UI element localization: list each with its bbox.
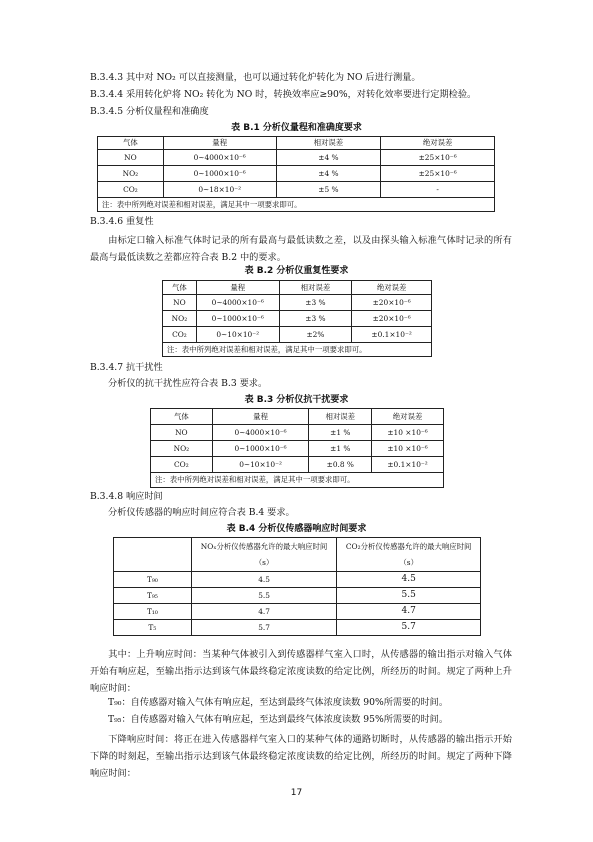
rise-time-text: 其中：上升响应时间：当某种气体被引入到传感器样气室入口时，从传感器的输出指示对输入气体开始有响应起，至输出指示达到该气体最终稳定浓度读数的给定比例，所经历的时间。规定了两种上升响应时间： [90, 649, 512, 694]
table-b1 [97, 136, 495, 212]
t95-definition: T₉₅：自传感器对输入气体有响应起，至达到最终气体浓度读数 95%所需要的时间。 [108, 714, 449, 725]
fall-time-paragraph [90, 731, 512, 782]
table-cell: ±5 % [276, 182, 381, 198]
table-cell: 5.7 [337, 620, 481, 636]
table-cell: NO [163, 295, 197, 311]
table-cell: 4.7 [337, 604, 481, 620]
table-cell: ±25×10⁻⁶ [381, 166, 495, 182]
table-row [114, 588, 481, 604]
table-cell: 4.7 [191, 604, 337, 620]
table-b2-header: 绝对误差 [352, 281, 432, 295]
table-cell: CO₂ [98, 182, 164, 198]
table-cell: 0~10×10⁻² [212, 457, 309, 473]
table-b3-header: 绝对误差 [372, 409, 444, 425]
table-row [114, 620, 481, 636]
table-cell: ±4 % [276, 166, 381, 182]
table-cell: 0~4000×10⁻⁶ [212, 425, 309, 441]
clause-b348-text: 分析仪传感器的响应时间应符合表 B.4 要求。 [108, 507, 295, 518]
table-b2-header: 相对误差 [279, 281, 352, 295]
table-cell: NO [98, 150, 164, 166]
clause-b344: B.3.4.4 采用转化炉将 NO₂ 转化为 NO 时，转换效率应≥90%，对转化效率要进行定期检验。 [90, 89, 477, 100]
table-cell: 4.5 [337, 572, 481, 588]
table-row [163, 327, 432, 343]
table-b1-header: 量程 [163, 137, 276, 150]
table-cell: ±1 % [309, 425, 372, 441]
table-cell: 0~1000×10⁻⁶ [196, 311, 279, 327]
table-cell: 4.5 [191, 572, 337, 588]
table-b1-header: 绝对误差 [381, 137, 495, 150]
table-cell: CO₂ [163, 327, 197, 343]
response-time-paragraph [90, 646, 512, 697]
table-cell: NO₂ [98, 166, 164, 182]
table-cell: 0~18×10⁻² [163, 182, 276, 198]
table-b4-header [114, 538, 192, 572]
table-cell: T₉₀ [114, 572, 192, 588]
table-cell: ±0.1×10⁻² [372, 457, 444, 473]
table-b3-note: 注：表中所列绝对误差和相对误差，满足其中一项要求即可。 [151, 473, 444, 488]
clause-b346-text [90, 232, 512, 266]
table-b1-note: 注：表中所列绝对误差和相对误差，满足其中一项要求即可。 [98, 198, 495, 212]
table-cell: T₉₅ [114, 588, 192, 604]
clause-b348: B.3.4.8 响应时间 [90, 491, 163, 502]
table-b4-header: CO₂分析仪传感器允许的最大响应时间（s） [337, 538, 481, 572]
clause-b347-text: 分析仪的抗干扰性应符合表 B.3 要求。 [108, 378, 268, 389]
table-row [163, 295, 432, 311]
table-cell: 0~4000×10⁻⁶ [196, 295, 279, 311]
t90-definition: T₉₀：自传感器对输入气体有响应起，至达到最终气体浓度读数 90%所需要的时间。 [108, 697, 449, 708]
clause-b343: B.3.4.3 其中对 NO₂ 可以直接测量，也可以通过转化炉转化为 NO 后进行测量。 [90, 72, 421, 83]
table-cell: T₅ [114, 620, 192, 636]
table-b3-header: 量程 [212, 409, 309, 425]
table-b2-header: 量程 [196, 281, 279, 295]
table-cell: NO₂ [151, 441, 213, 457]
table-b1-caption: 表 B.1 分析仪量程和准确度要求 [231, 123, 362, 133]
table-b4-header: NOₓ分析仪传感器允许的最大响应时间（s） [191, 538, 337, 572]
table-cell: ±0.1×10⁻² [352, 327, 432, 343]
table-cell: 5.5 [337, 588, 481, 604]
table-b3-header: 相对误差 [309, 409, 372, 425]
table-cell: T₁₀ [114, 604, 192, 620]
table-cell: ±25×10⁻⁶ [381, 150, 495, 166]
table-b4-caption: 表 B.4 分析仪传感器响应时间要求 [226, 524, 367, 534]
table-cell: ±0.8 % [309, 457, 372, 473]
table-b2-header: 气体 [163, 281, 197, 295]
table-cell: 0~1000×10⁻⁶ [212, 441, 309, 457]
table-row [163, 311, 432, 327]
clause-b346: B.3.4.6 重复性 [90, 216, 154, 227]
table-b3-header: 气体 [151, 409, 213, 425]
clause-b345: B.3.4.5 分析仪量程和准确度 [90, 106, 209, 117]
table-cell: - [381, 182, 495, 198]
table-cell: NO [151, 425, 213, 441]
table-row [98, 166, 495, 182]
table-b2-caption: 表 B.2 分析仪重复性要求 [244, 266, 349, 276]
table-cell: 0~1000×10⁻⁶ [163, 166, 276, 182]
table-cell: ±3 % [279, 295, 352, 311]
table-b3 [150, 408, 444, 488]
table-b1-header: 气体 [98, 137, 164, 150]
table-cell: ±10 ×10⁻⁶ [372, 425, 444, 441]
table-row [98, 182, 495, 198]
table-b2-note: 注：表中所列绝对误差和相对误差，满足其中一项要求即可。 [163, 343, 432, 357]
table-b2 [162, 280, 432, 357]
clause-b346-body: 由标定口输入标准气体时记录的所有最高与最低读数之差，以及由探头输入标准气体时记录的所有最高与最低读数之差都应符合表 B.2 中的要求。 [90, 235, 512, 263]
table-cell: ±1 % [309, 441, 372, 457]
table-row [114, 572, 481, 588]
table-cell: 5.5 [191, 588, 337, 604]
page-number: 17 [290, 788, 303, 798]
table-cell: ±4 % [276, 150, 381, 166]
table-row [114, 604, 481, 620]
table-b4 [113, 537, 481, 636]
table-b1-header: 相对误差 [276, 137, 381, 150]
table-row [151, 441, 444, 457]
table-b3-caption: 表 B.3 分析仪抗干扰要求 [244, 395, 349, 405]
table-cell: 0~4000×10⁻⁶ [163, 150, 276, 166]
table-cell: NO₂ [163, 311, 197, 327]
table-cell: ±20×10⁻⁶ [352, 295, 432, 311]
clause-b347: B.3.4.7 抗干扰性 [90, 362, 163, 373]
table-cell: ±10 ×10⁻⁶ [372, 441, 444, 457]
table-row [151, 425, 444, 441]
fall-time-text: 下降响应时间：将正在进入传感器样气室入口的某种气体的通路切断时，从传感器的输出指示开始下降的时刻起，至输出指示达到该气体最终稳定浓度读数的给定比例，所经历的时间。规定了两种下降响应时间： [90, 734, 512, 779]
table-cell: CO₂ [151, 457, 213, 473]
table-cell: ±2% [279, 327, 352, 343]
table-cell: 5.7 [191, 620, 337, 636]
table-row [98, 150, 495, 166]
table-cell: 0~10×10⁻² [196, 327, 279, 343]
table-cell: ±20×10⁻⁶ [352, 311, 432, 327]
table-row [151, 457, 444, 473]
table-cell: ±3 % [279, 311, 352, 327]
